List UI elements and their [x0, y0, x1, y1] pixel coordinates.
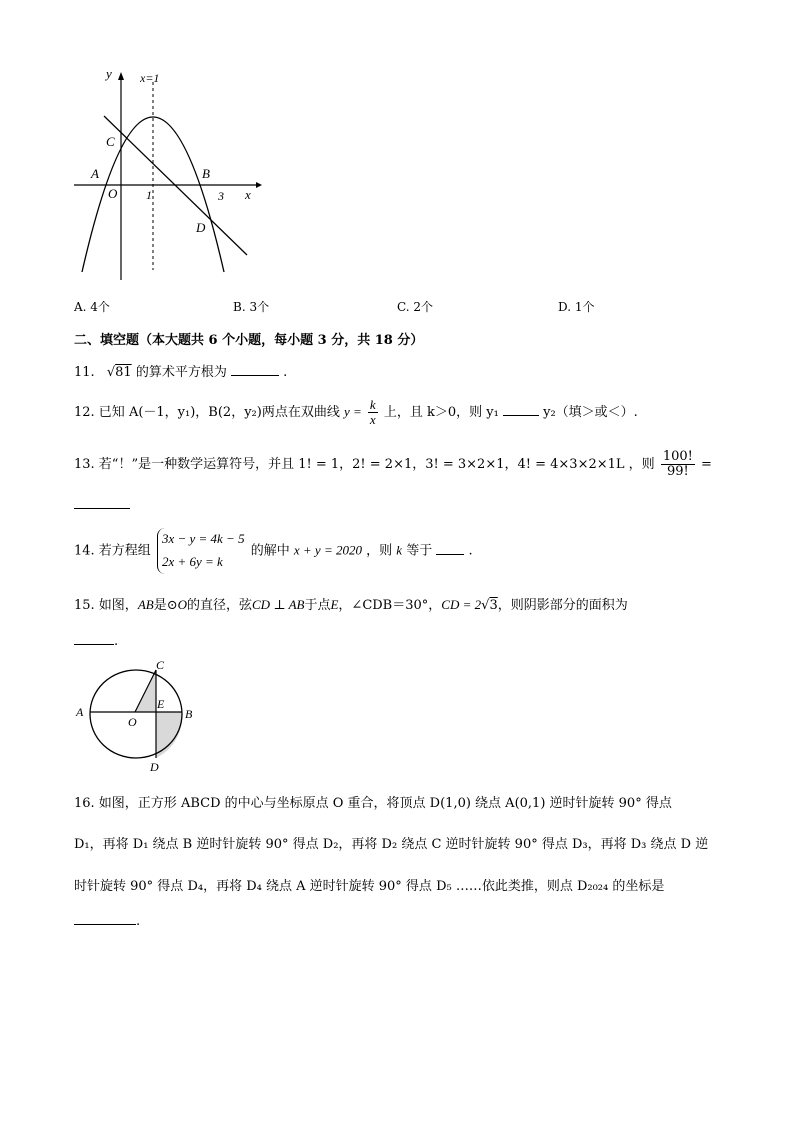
tick-3-label: 3	[218, 189, 224, 203]
q15-e: E	[330, 597, 339, 612]
question-16-line3: 时针旋转 90° 得点 D₄，再将 D₄ 绕点 A 逆时针旋转 90° 得点 D₅ ……依此类推，则点 D₂₀₂₄ 的坐标是	[74, 879, 665, 894]
symmetry-label: x=1	[140, 71, 160, 85]
q13-frac-num: 100!	[662, 449, 693, 464]
q14-cond: x + y = 2020	[293, 542, 362, 558]
q15-t2: 的直径，弦	[187, 598, 253, 613]
circle-label-c: C	[156, 658, 165, 672]
origin-label: O	[108, 186, 118, 201]
question-16-line2: D₁，再将 D₁ 绕点 B 逆时针旋转 90° 得点 D₂，再将 D₂ 绕点 C 逆时针旋转 90° 得点 D₃，再将 D₃ 绕点 D 逆	[74, 837, 709, 852]
q12-fraction	[368, 398, 378, 427]
q14-prefix: 14. 若方程组	[74, 543, 151, 559]
q14-eq1: 3x − y = 4k − 5	[161, 531, 245, 546]
q14-suffix1: ，则	[366, 543, 393, 559]
q14-answer-blank[interactable]	[436, 542, 464, 555]
q15-perp: CD ⊥ AB	[252, 597, 305, 612]
option-d: D. 1个	[558, 300, 595, 314]
parabola-graph	[70, 66, 270, 286]
q15-t3: 于点	[304, 598, 331, 613]
section-title: 二、填空题（本大题共 6 个小题，每小题 3 分，共 18 分）	[74, 333, 424, 348]
q14-end: .	[468, 543, 473, 559]
q11-number: 11.	[74, 365, 95, 380]
circle-label-o: O	[128, 715, 137, 729]
question-12	[74, 398, 638, 427]
q15-cd: CD = 2	[441, 597, 482, 612]
q11-answer-blank[interactable]	[231, 363, 279, 376]
q12-y-eq: y =	[343, 404, 362, 419]
circle-figure	[72, 658, 202, 776]
q13-eq: =	[701, 457, 712, 472]
question-16-line1: 16. 如图，正方形 ABCD 的中心与坐标原点 O 重合，将顶点 D(1,0) 绕点 A(0,1) 逆时针旋转 90° 得点	[74, 796, 672, 811]
q15-t4: ，	[428, 598, 442, 613]
q15-ab: AB	[137, 597, 154, 612]
question-15-line2	[74, 632, 118, 649]
q12-frac-den: x	[369, 412, 376, 427]
q13-fraction	[661, 450, 695, 479]
q12-answer-blank[interactable]	[503, 403, 539, 416]
q15-o: O	[177, 597, 187, 612]
q14-eq2: 2x + 6y = k	[161, 554, 223, 569]
question-13	[74, 450, 712, 479]
option-a: A. 4个	[74, 300, 110, 314]
q12-frac-num: k	[369, 397, 376, 412]
q13-answer-blank[interactable]	[74, 496, 130, 509]
option-c: C. 2个	[397, 300, 434, 314]
tick-1-label: 1	[146, 188, 152, 202]
q15-answer-blank[interactable]	[74, 632, 114, 645]
y-axis-arrow	[118, 72, 124, 80]
q15-end: .	[114, 634, 119, 649]
question-16-line4	[74, 912, 140, 929]
question-11	[74, 361, 287, 380]
q16-end: .	[136, 914, 141, 929]
q16-answer-blank[interactable]	[74, 912, 136, 925]
q11-text: 的算术平方根为	[135, 365, 227, 380]
q11-radicand: 81	[115, 365, 132, 380]
q14-var: k	[396, 542, 403, 558]
q14-suffix2: 等于	[406, 543, 433, 559]
q12-prefix: 12. 已知 A(－1，y₁)，B(2，y₂)两点在双曲线	[74, 405, 340, 420]
point-d-label: D	[196, 220, 206, 235]
q15-sqrt3: 3	[489, 598, 498, 613]
parabola-curve	[82, 117, 224, 272]
circle-label-e: E	[157, 697, 165, 711]
q11-end: .	[283, 365, 288, 380]
question-14	[74, 528, 473, 574]
q12-mid: 上，且 k＞0，则 y₁	[383, 405, 499, 420]
q14-equation-system	[157, 528, 245, 574]
q15-t1: 是⊙	[153, 598, 178, 613]
q15-t5: ，则阴影部分的面积为	[497, 598, 628, 613]
point-c-label: C	[106, 134, 115, 149]
q13-frac-den: 99!	[666, 464, 689, 479]
q13-prefix: 13. 若“！”是一种数学运算符号，并且 1! = 1，2! = 2×1，3! = 3×2×1，4! = 4×3×2×1L ，则	[74, 457, 655, 472]
circle-label-b: B	[185, 707, 193, 721]
option-b: B. 3个	[233, 300, 270, 314]
q15-sqrt: √3	[481, 598, 498, 613]
y-axis-label: y	[106, 66, 112, 81]
point-b-label: B	[202, 166, 210, 181]
point-a-label: A	[91, 166, 99, 181]
x-axis-arrow	[256, 182, 262, 188]
sqrt-symbol: √81	[106, 365, 132, 380]
question-15	[74, 594, 628, 613]
circle-label-d: D	[150, 760, 159, 774]
q12-suffix: y₂（填＞或＜）.	[543, 405, 638, 420]
x-axis-label: x	[245, 187, 251, 202]
circle-label-a: A	[76, 705, 84, 719]
q15-prefix: 15. 如图，	[74, 598, 138, 613]
q14-mid: 的解中	[250, 543, 290, 559]
q15-angle: ，∠CDB＝30°	[338, 598, 429, 613]
